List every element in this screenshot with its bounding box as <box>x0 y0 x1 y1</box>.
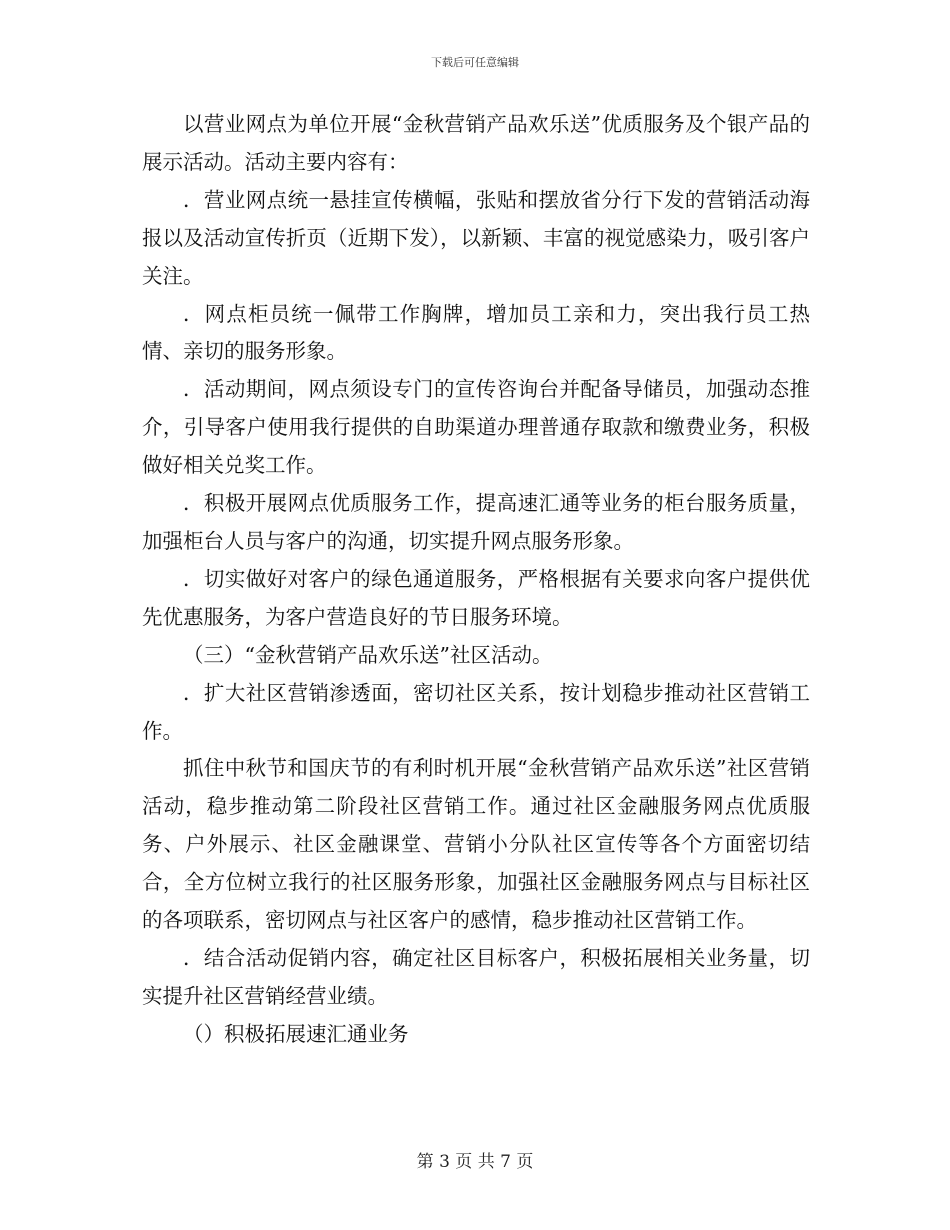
paragraph: ．活动期间，网点须设专门的宣传咨询台并配备导储员，加强动态推介，引导客户使用我行提供的自助渠道办理普通存取款和缴费业务，积极做好相关兑奖工作。 <box>142 377 810 478</box>
paragraph: 抓住中秋节和国庆节的有利时机开展“金秋营销产品欢乐送”社区营销活动，稳步推动第二阶段社区营销工作。通过社区金融服务网点优质服务、户外展示、社区金融课堂、营销小分队社区宣传等各个方面密切结合，全方位树立我行的社区服务形象，加强社区金融服务网点与目标社区的各项联系，密切网点与社区客户的感情，稳步推动社区营销工作。 <box>142 756 810 933</box>
section-heading: （三）“金秋营销产品欢乐送”社区活动。 <box>183 642 553 667</box>
section-heading: （）积极拓展速汇通业务 <box>183 1021 409 1046</box>
paragraph: ．切实做好对客户的绿色通道服务，严格根据有关要求向客户提供优先优惠服务，为客户营造良好的节日服务环境。 <box>142 566 810 629</box>
page-number: 第 3 页 共 7 页 <box>416 1152 534 1172</box>
page-header: 下载后可任意编辑 <box>431 56 519 69</box>
paragraph: ．扩大社区营销渗透面，密切社区关系，按计划稳步推动社区营销工作。 <box>142 680 810 743</box>
paragraph: 以营业网点为单位开展“金秋营销产品欢乐送”优质服务及个银产品的展示活动。活动主要内容有： <box>142 112 810 174</box>
paragraph: ．营业网点统一悬挂宣传横幅，张贴和摆放省分行下发的营销活动海报以及活动宣传折页（近期下发），以新颖、丰富的视觉感染力，吸引客户关注。 <box>142 187 810 288</box>
document-body <box>142 106 810 1054</box>
paragraph: ．结合活动促销内容，确定社区目标客户，积极拓展相关业务量，切实提升社区营销经营业绩。 <box>142 945 810 1008</box>
paragraph: ．积极开展网点优质服务工作，提高速汇通等业务的柜台服务质量，加强柜台人员与客户的沟通，切实提升网点服务形象。 <box>142 491 810 553</box>
paragraph: ．网点柜员统一佩带工作胸牌，增加员工亲和力，突出我行员工热情、亲切的服务形象。 <box>142 301 810 364</box>
